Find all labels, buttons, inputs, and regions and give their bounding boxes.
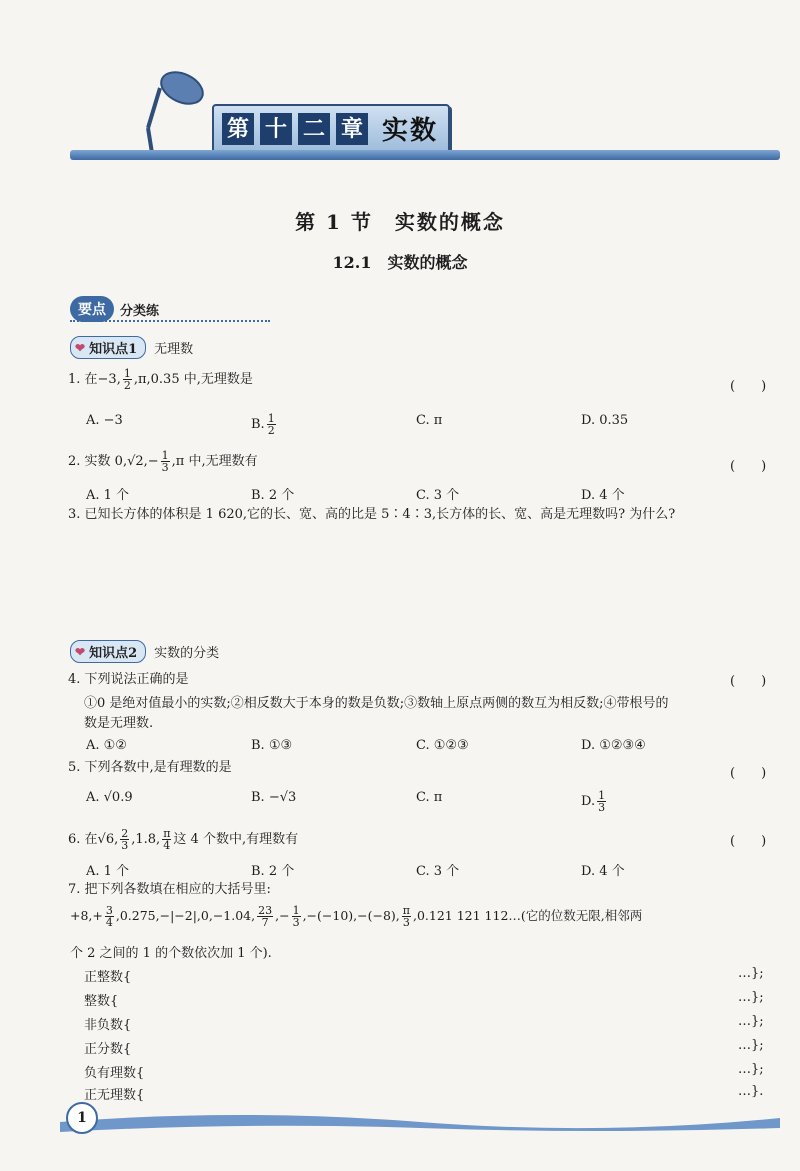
question-3: 3. 已知长方体的体积是 1 620,它的长、宽、高的比是 5∶4∶3,长方体的长、宽、高是无理数吗? 为什么? bbox=[68, 507, 676, 522]
heart-icon: ❤ bbox=[75, 644, 86, 659]
option-c: C. ①②③ bbox=[416, 738, 469, 753]
chapter-char: 二 bbox=[298, 113, 330, 145]
category-end: …}; bbox=[738, 1062, 764, 1077]
kp-label: 知识点1 bbox=[89, 342, 138, 357]
chapter-number bbox=[222, 113, 368, 145]
q-text: 这 4 个数中,有理数有 bbox=[173, 832, 299, 847]
numerator: π bbox=[402, 904, 410, 917]
q-text: 1. 在−3, bbox=[68, 372, 121, 387]
question-1 bbox=[68, 368, 768, 391]
q2-options bbox=[86, 484, 726, 503]
category-negative-rational: 负有理数{ bbox=[84, 1066, 145, 1081]
numerator: 1 bbox=[161, 449, 169, 462]
footer-wave bbox=[60, 1108, 780, 1134]
chapter-char: 第 bbox=[222, 113, 254, 145]
kp-label: 知识点2 bbox=[89, 646, 138, 661]
option-label: D. bbox=[581, 794, 596, 809]
option-d: D. 0.35 bbox=[581, 413, 629, 428]
option-a: A. 1 个 bbox=[86, 488, 130, 503]
category-positive-irrational: 正无理数{ bbox=[84, 1088, 145, 1103]
subsection-title: 12.1 实数的概念 bbox=[332, 253, 468, 272]
option-a: A. 1 个 bbox=[86, 864, 130, 879]
page-number: 1 bbox=[66, 1102, 98, 1134]
answer-paren: ( ) bbox=[730, 766, 767, 781]
desk-lamp-icon bbox=[130, 68, 210, 158]
answer-paren: ( ) bbox=[730, 674, 767, 689]
option-c: C. π bbox=[416, 790, 443, 805]
q4-body-2: 数是无理数. bbox=[84, 716, 154, 731]
section-title: 第 1 节 实数的概念 bbox=[295, 210, 505, 234]
option-b: B. ①③ bbox=[251, 738, 293, 753]
q-text: ,π,0.35 中,无理数是 bbox=[133, 372, 253, 387]
option-b bbox=[251, 413, 416, 436]
option-a: A. ①② bbox=[86, 738, 127, 753]
q5-options bbox=[86, 790, 726, 813]
kp-tag bbox=[70, 640, 146, 663]
numerator: π bbox=[163, 827, 171, 840]
category-positive-integer: 正整数{ bbox=[84, 970, 132, 985]
q-text: ,0.275,−|−2|,0,−1.04, bbox=[115, 908, 256, 923]
q-text: +8,+ bbox=[70, 908, 103, 923]
numerator: 2 bbox=[121, 827, 129, 840]
answer-paren: ( ) bbox=[730, 379, 767, 394]
q1-options bbox=[86, 413, 726, 436]
badge-sub: 分类练 bbox=[120, 303, 160, 319]
option-a: A. √0.9 bbox=[86, 790, 133, 805]
knowledge-point-2 bbox=[70, 640, 219, 663]
question-6 bbox=[68, 828, 768, 851]
category-end: …}; bbox=[738, 1014, 764, 1029]
fraction bbox=[292, 905, 301, 928]
option-b: B. 2 个 bbox=[251, 864, 295, 879]
option-d bbox=[581, 790, 746, 813]
q6-options bbox=[86, 860, 726, 879]
question-2 bbox=[68, 450, 768, 473]
fraction bbox=[120, 828, 129, 851]
denominator: 3 bbox=[598, 801, 606, 814]
category-end: …}; bbox=[738, 966, 764, 981]
chapter-title: 实数 bbox=[382, 116, 439, 146]
chapter-char: 章 bbox=[336, 113, 368, 145]
category-nonnegative: 非负数{ bbox=[84, 1018, 132, 1033]
badge bbox=[70, 296, 159, 322]
fraction bbox=[161, 450, 170, 473]
heart-icon: ❤ bbox=[75, 340, 86, 355]
q-text: ,1.8, bbox=[131, 832, 161, 847]
category-integer: 整数{ bbox=[84, 994, 119, 1009]
option-c: C. 3 个 bbox=[416, 864, 460, 879]
category-positive-fraction: 正分数{ bbox=[84, 1042, 132, 1057]
question-5: 5. 下列各数中,是有理数的是 bbox=[68, 760, 232, 775]
numerator: 1 bbox=[292, 904, 300, 917]
denominator: 2 bbox=[123, 379, 131, 392]
option-d: D. ①②③④ bbox=[581, 738, 646, 753]
option-d: D. 4 个 bbox=[581, 864, 625, 879]
fraction bbox=[597, 790, 606, 813]
q7-numbers bbox=[70, 905, 780, 928]
kp-title: 实数的分类 bbox=[154, 646, 220, 661]
header-rule bbox=[70, 150, 780, 160]
denominator: 2 bbox=[267, 424, 275, 437]
fraction bbox=[162, 828, 171, 851]
q-text: ,π 中,无理数有 bbox=[171, 454, 258, 469]
q-text: 6. 在√6, bbox=[68, 832, 119, 847]
answer-paren: ( ) bbox=[730, 459, 767, 474]
badge-divider bbox=[70, 320, 270, 322]
option-c: C. π bbox=[416, 413, 443, 428]
numerator: 1 bbox=[123, 367, 131, 380]
category-end: …}; bbox=[738, 990, 764, 1005]
denominator: 4 bbox=[163, 839, 171, 852]
badge-main: 要点 bbox=[70, 296, 114, 322]
option-c: C. 3 个 bbox=[416, 488, 460, 503]
numerator: 23 bbox=[258, 904, 273, 917]
fraction bbox=[267, 413, 276, 436]
category-end: …}. bbox=[738, 1084, 764, 1099]
numerator: 3 bbox=[105, 904, 113, 917]
fraction bbox=[402, 905, 411, 928]
fraction bbox=[123, 368, 132, 391]
kp-title: 无理数 bbox=[154, 342, 194, 357]
knowledge-point-1 bbox=[70, 336, 193, 359]
option-d: D. 4 个 bbox=[581, 488, 625, 503]
category-end: …}; bbox=[738, 1038, 764, 1053]
option-b: B. −√3 bbox=[251, 790, 297, 805]
option-b: B. 2 个 bbox=[251, 488, 295, 503]
q-text: 2. 实数 0,√2,− bbox=[68, 454, 159, 469]
q-text: ,− bbox=[275, 908, 290, 923]
fraction bbox=[105, 905, 114, 928]
q-text: ,0.121 121 112…(它的位数无限,相邻两 bbox=[412, 908, 643, 923]
answer-paren: ( ) bbox=[730, 834, 767, 849]
q4-body-1: ①0 是绝对值最小的实数;②相反数大于本身的数是负数;③数轴上原点两侧的数互为相反数;④带根号的 bbox=[84, 696, 669, 711]
question-4: 4. 下列说法正确的是 bbox=[68, 672, 189, 687]
question-7: 7. 把下列各数填在相应的大括号里: bbox=[68, 882, 271, 897]
denominator: 3 bbox=[121, 839, 129, 852]
denominator: 3 bbox=[161, 461, 169, 474]
q-text: ,−(−10),−(−8), bbox=[302, 908, 400, 923]
kp-tag bbox=[70, 336, 146, 359]
option-a: A. −3 bbox=[86, 413, 123, 428]
chapter-char: 十 bbox=[260, 113, 292, 145]
denominator: 3 bbox=[402, 916, 410, 929]
numerator: 1 bbox=[267, 412, 275, 425]
denominator: 7 bbox=[261, 916, 269, 929]
fraction bbox=[257, 905, 273, 928]
numerator: 1 bbox=[598, 789, 606, 802]
q4-options bbox=[86, 738, 726, 753]
denominator: 3 bbox=[292, 916, 300, 929]
option-label: B. bbox=[251, 417, 265, 432]
denominator: 4 bbox=[105, 916, 113, 929]
chapter-banner bbox=[212, 104, 450, 153]
q7-line2: 个 2 之间的 1 的个数依次加 1 个). bbox=[70, 946, 272, 961]
